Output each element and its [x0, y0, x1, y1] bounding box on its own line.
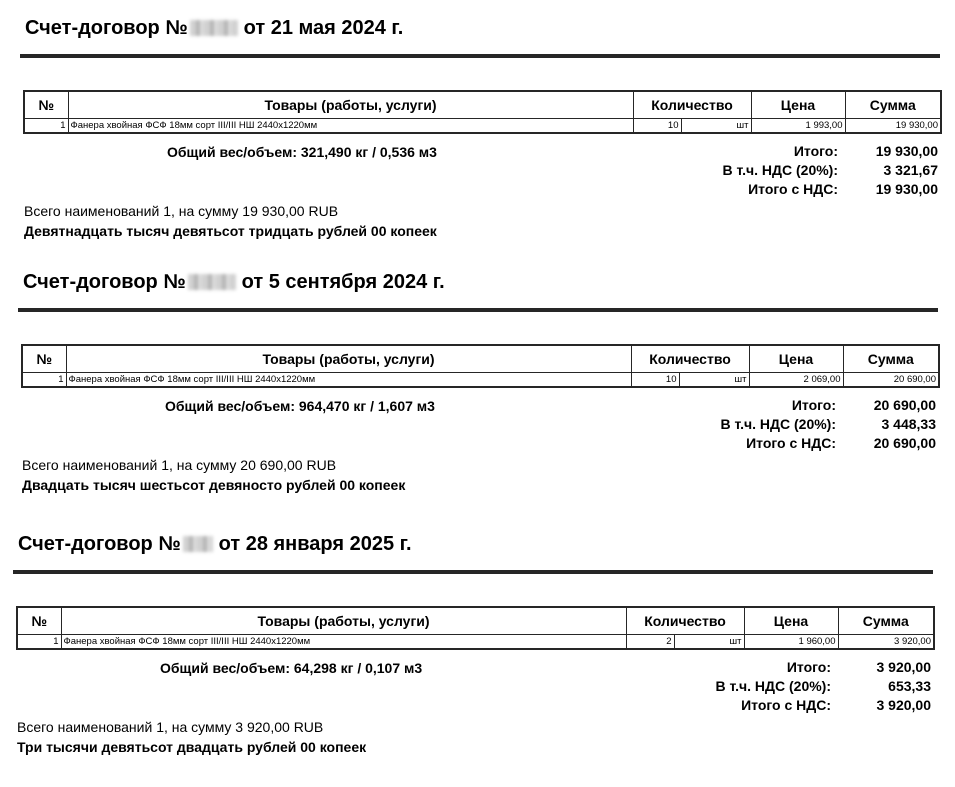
cell-unit: шт — [679, 373, 749, 388]
table-row — [24, 119, 941, 134]
items-count-line: Всего наименований 1, на сумму 19 930,00 RUB — [24, 203, 339, 219]
header-sum: Сумма — [838, 607, 934, 635]
total-value: 3 920,00 — [876, 659, 931, 675]
cell-sum: 3 920,00 — [838, 635, 934, 650]
table-header-row — [24, 91, 941, 119]
total-vat-value: 3 920,00 — [876, 697, 931, 713]
title-rule — [20, 54, 940, 58]
cell-goods: Фанера хвойная ФСФ 18мм сорт III/III НШ 2440х1220мм — [61, 635, 626, 650]
total-vat-value: 20 690,00 — [873, 435, 936, 451]
amount-in-words: Три тысячи девятьсот двадцать рублей 00 копеек — [17, 739, 367, 755]
items-count-line: Всего наименований 1, на сумму 3 920,00 RUB — [17, 719, 324, 735]
table-row — [17, 635, 934, 650]
header-num: № — [17, 607, 61, 635]
weight-volume: Общий вес/объем: 64,298 кг / 0,107 м3 — [160, 660, 423, 676]
cell-price: 1 993,00 — [751, 119, 845, 134]
vat-value: 3 448,33 — [881, 416, 936, 432]
vat-label: В т.ч. НДС (20%): — [715, 678, 831, 694]
header-price: Цена — [751, 91, 845, 119]
cell-price: 1 960,00 — [744, 635, 838, 650]
redacted-number — [183, 536, 213, 552]
table-header-row — [22, 345, 939, 373]
totals-block — [638, 397, 938, 454]
total-vat-label: Итого с НДС: — [748, 181, 838, 197]
amount-in-words: Двадцать тысяч шестьсот девяносто рублей 00 копеек — [22, 477, 406, 493]
cell-goods: Фанера хвойная ФСФ 18мм сорт III/III НШ 2440х1220мм — [68, 119, 633, 134]
total-vat-label: Итого с НДС: — [746, 435, 836, 451]
total-label: Итого: — [793, 143, 838, 159]
cell-price: 2 069,00 — [749, 373, 843, 388]
items-count-line: Всего наименований 1, на сумму 20 690,00 RUB — [22, 457, 337, 473]
header-qty: Количество — [631, 345, 749, 373]
table-header-row — [17, 607, 934, 635]
vat-label: В т.ч. НДС (20%): — [722, 162, 838, 178]
total-vat-value: 19 930,00 — [875, 181, 938, 197]
header-sum: Сумма — [845, 91, 941, 119]
header-qty: Количество — [633, 91, 751, 119]
totals-block — [633, 659, 933, 716]
cell-qty: 10 — [631, 373, 679, 388]
cell-unit: шт — [681, 119, 751, 134]
invoice-title: Счет-договор № от 21 мая 2024 г. — [25, 17, 404, 39]
redacted-number — [188, 274, 236, 290]
header-goods: Товары (работы, услуги) — [66, 345, 631, 373]
cell-goods: Фанера хвойная ФСФ 18мм сорт III/III НШ 2440х1220мм — [66, 373, 631, 388]
header-goods: Товары (работы, услуги) — [68, 91, 633, 119]
redacted-number — [190, 20, 238, 36]
totals-block — [640, 143, 940, 200]
title-rule — [13, 570, 933, 574]
total-label: Итого: — [786, 659, 831, 675]
header-price: Цена — [749, 345, 843, 373]
header-num: № — [22, 345, 66, 373]
cell-qty: 10 — [633, 119, 681, 134]
cell-qty: 2 — [626, 635, 674, 650]
title-rule — [18, 308, 938, 312]
items-table — [16, 606, 935, 650]
cell-num: 1 — [24, 119, 68, 134]
header-num: № — [24, 91, 68, 119]
invoice-title: Счет-договор № от 5 сентября 2024 г. — [23, 271, 445, 293]
vat-label: В т.ч. НДС (20%): — [720, 416, 836, 432]
header-sum: Сумма — [843, 345, 939, 373]
total-label: Итого: — [791, 397, 836, 413]
header-goods: Товары (работы, услуги) — [61, 607, 626, 635]
items-table — [23, 90, 942, 134]
invoice-title: Счет-договор № от 28 января 2025 г. — [18, 533, 412, 555]
cell-num: 1 — [22, 373, 66, 388]
cell-num: 1 — [17, 635, 61, 650]
total-value: 20 690,00 — [873, 397, 936, 413]
total-vat-label: Итого с НДС: — [741, 697, 831, 713]
vat-value: 653,33 — [888, 678, 931, 694]
table-row — [22, 373, 939, 388]
vat-value: 3 321,67 — [883, 162, 938, 178]
cell-unit: шт — [674, 635, 744, 650]
items-table — [21, 344, 940, 388]
weight-volume: Общий вес/объем: 964,470 кг / 1,607 м3 — [165, 398, 435, 414]
cell-sum: 20 690,00 — [843, 373, 939, 388]
weight-volume: Общий вес/объем: 321,490 кг / 0,536 м3 — [167, 144, 437, 160]
amount-in-words: Девятнадцать тысяч девятьсот тридцать рублей 00 копеек — [24, 223, 437, 239]
cell-sum: 19 930,00 — [845, 119, 941, 134]
total-value: 19 930,00 — [875, 143, 938, 159]
header-qty: Количество — [626, 607, 744, 635]
header-price: Цена — [744, 607, 838, 635]
